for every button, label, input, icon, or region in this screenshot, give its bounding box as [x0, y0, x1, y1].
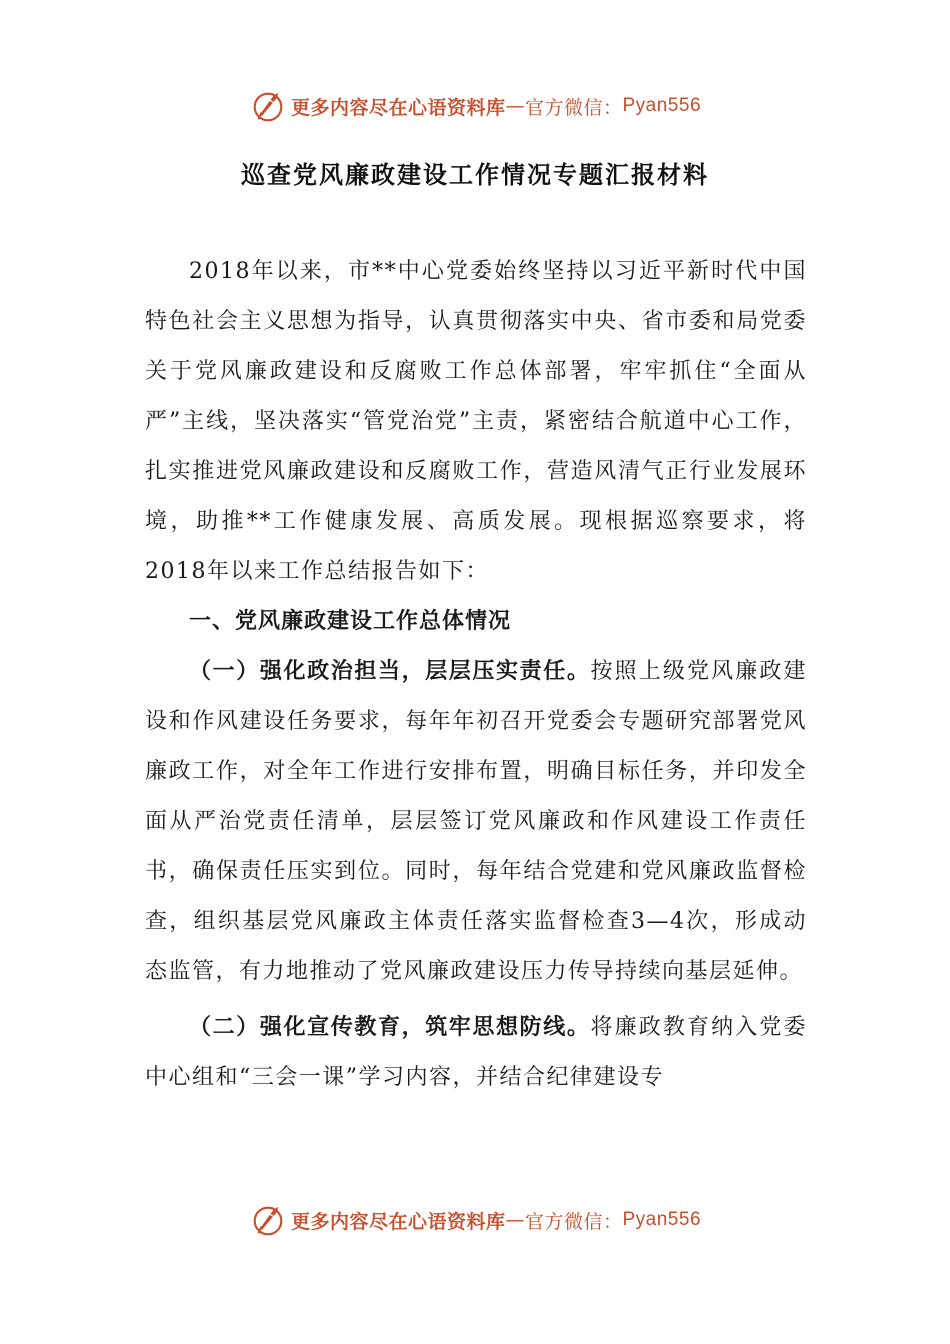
section-heading-1: 一、党风廉政建设工作总体情况: [189, 609, 512, 634]
document-body: [145, 247, 807, 1103]
watermark-main-text: 更多内容尽在心语资料库: [290, 1210, 506, 1233]
watermark-dash: —: [505, 95, 525, 117]
document-title: 巡查党风廉政建设工作情况专题汇报材料: [241, 161, 709, 189]
intro-paragraph: 2018年以来，市**中心党委始终坚持以习近平新时代中国特色社会主义思想为指导，认真贯彻落实中央、省市委和局党委关于党风廉政建设和反腐败工作总体部署，牢牢抓住“全面从严”主线，坚决落实“管党治党”主责，紧密结合航道中心工作，扎实推进党风廉政建设和反腐败工作，营造风清气正行业发展环境，助推**工作健康发展、高质发展。现根据巡察要求，将2018年以来工作总结报告如下：: [145, 259, 807, 584]
watermark-wechat-id: Pyan556: [622, 1209, 702, 1230]
section-2-lead: （二）强化宣传教育，筑牢思想防线。: [189, 1015, 591, 1040]
watermark-wechat-id: Pyan556: [622, 95, 702, 116]
watermark-dash: —: [505, 1209, 525, 1231]
section-1-lead: （一）强化政治担当，层层压实责任。: [189, 659, 591, 684]
watermark-main-text: 更多内容尽在心语资料库: [290, 96, 506, 119]
watermark-wechat-label: 官方微信：: [524, 1210, 623, 1233]
watermark-wechat-label: 官方微信：: [524, 96, 623, 119]
section-1-text: 按照上级党风廉政建设和作风建设任务要求，每年年初召开党委会专题研究部署党风廉政工作，对全年工作进行安排布置，明确目标任务，并印发全面从严治党责任清单，层层签订党风廉政和作风建设工作责任书，确保责任压实到位。同时，每年结合党建和党风廉政监督检查，组织基层党风廉政主体责任落实监督检查3—4次，形成动态监管，有力地推动了党风廉政建设压力传导持续向基层延伸。: [145, 659, 807, 984]
watermark-header: [0, 86, 950, 126]
watermark-footer: [0, 1200, 950, 1240]
quill-logo-icon: [249, 1201, 287, 1239]
section-2-text: 将廉政教育纳入党委中心组和“三会一课”学习内容，并结合纪律建设专: [145, 1015, 807, 1090]
section-1-paragraph: [145, 647, 807, 997]
quill-logo-icon: [249, 87, 287, 125]
section-2-paragraph: [145, 1003, 807, 1103]
